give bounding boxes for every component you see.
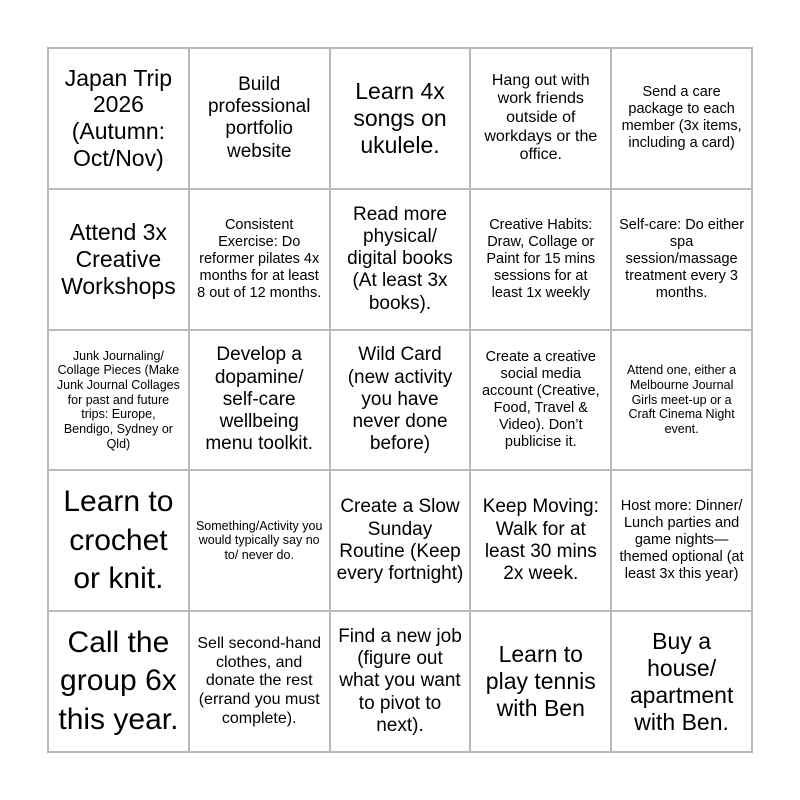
cell-text: Send a care package to each member (3x items, including a card) xyxy=(621,84,742,152)
bingo-cell[interactable] xyxy=(48,611,189,752)
cell-text: Consistent Exercise: Do reformer pilates 4x months for at least 8 out of 12 months. xyxy=(197,216,322,301)
cell-text: Create a Slow Sunday Routine (Keep every fortnight) xyxy=(336,496,464,584)
cell-text: Hang out with work friends outside of workdays or the office. xyxy=(484,71,598,164)
cell-text: Sell second-hand clothes, and donate the rest (errand you must complete). xyxy=(197,634,322,727)
bingo-cell[interactable] xyxy=(470,189,611,330)
cell-text: Something/Activity you would typically say no to/ never do. xyxy=(195,518,323,563)
bingo-cell[interactable] xyxy=(330,611,471,752)
cell-text: Learn to crochet or knit. xyxy=(63,485,174,595)
cell-text: Buy a house/ apartment with Ben. xyxy=(629,627,734,735)
cell-text: Read more physical/ digital books (At least 3x books). xyxy=(347,203,453,314)
cell-text: Develop a dopamine/ self-care wellbeing menu toolkit. xyxy=(205,344,314,455)
cell-text: Attend one, either a Melbourne Journal Girls meet-up or a Craft Cinema Night event. xyxy=(627,363,737,436)
bingo-cell[interactable] xyxy=(611,48,752,189)
cell-text: Learn 4x songs on ukulele. xyxy=(353,78,447,158)
bingo-cell[interactable] xyxy=(330,48,471,189)
cell-text: Find a new job (figure out what you want to pivot to next). xyxy=(338,626,462,736)
bingo-cell[interactable] xyxy=(330,470,471,611)
bingo-cell[interactable] xyxy=(611,330,752,471)
bingo-cell[interactable] xyxy=(48,48,189,189)
cell-text: Keep Moving: Walk for at least 30 mins 2x week. xyxy=(482,496,599,584)
bingo-cell[interactable] xyxy=(189,48,330,189)
bingo-cell[interactable] xyxy=(470,611,611,752)
bingo-cell[interactable] xyxy=(470,470,611,611)
cell-text: Wild Card (new activity you have never done before) xyxy=(347,344,453,455)
cell-text: Learn to play tennis with Ben xyxy=(485,641,596,722)
bingo-cell[interactable] xyxy=(189,470,330,611)
cell-text: Call the group 6x this year. xyxy=(58,626,179,736)
cell-text: Junk Journaling/ Collage Pieces (Make Junk Journal Collages for past and future trips: Europe, Bendigo, Sydney or Qld) xyxy=(56,348,180,451)
cell-text: Japan Trip 2026 (Autumn: Oct/Nov) xyxy=(64,64,173,172)
cell-text: Host more: Dinner/ Lunch parties and game nights— themed optional (at least 3x this year) xyxy=(619,498,744,583)
cell-text: Self-care: Do either spa session/massage treatment every 3 months. xyxy=(619,216,745,301)
bingo-cell[interactable] xyxy=(611,470,752,611)
bingo-cell[interactable] xyxy=(330,189,471,330)
bingo-cell[interactable] xyxy=(470,330,611,471)
cell-text: Creative Habits: Draw, Collage or Paint for 15 mins sessions for at least 1x weekly xyxy=(486,216,596,301)
cell-text: Attend 3x Creative Workshops xyxy=(61,218,176,299)
bingo-cell[interactable] xyxy=(189,611,330,752)
cell-text: Create a creative social media account (Creative, Food, Travel & Video). Don’t publicise it. xyxy=(481,349,600,450)
bingo-cell[interactable] xyxy=(48,330,189,471)
bingo-cell[interactable] xyxy=(48,470,189,611)
bingo-cell[interactable] xyxy=(330,330,471,471)
bingo-cell[interactable] xyxy=(611,611,752,752)
bingo-cell[interactable] xyxy=(611,189,752,330)
bingo-card xyxy=(47,47,753,753)
bingo-cell[interactable] xyxy=(48,189,189,330)
bingo-cell[interactable] xyxy=(470,48,611,189)
bingo-cell[interactable] xyxy=(189,189,330,330)
bingo-cell[interactable] xyxy=(189,330,330,471)
cell-text: Build professional portfolio website xyxy=(207,73,311,162)
